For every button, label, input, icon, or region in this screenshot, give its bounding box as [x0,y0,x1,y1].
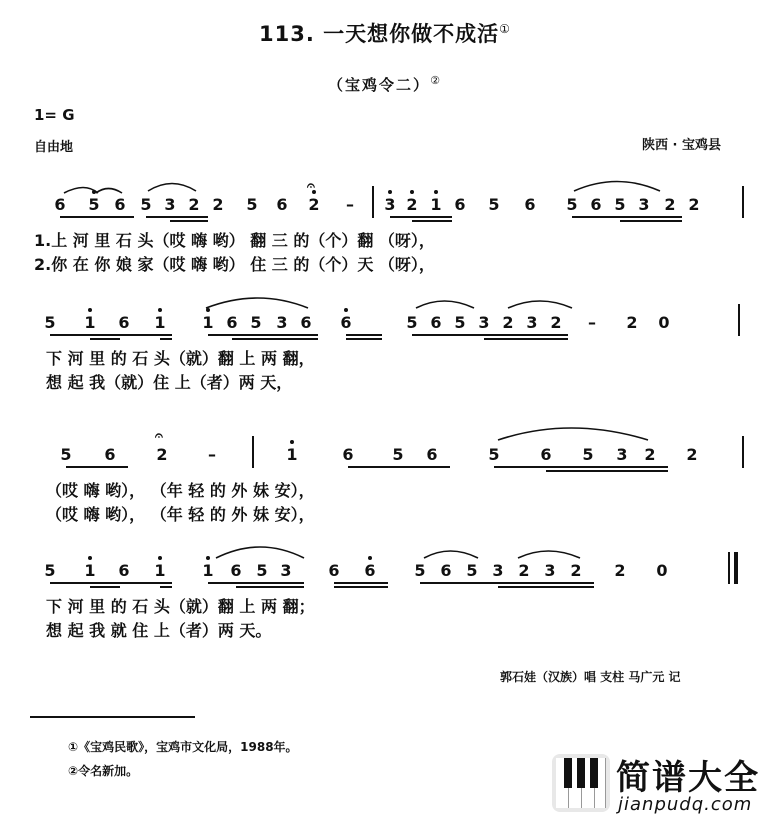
slur [216,547,304,558]
song-title: 113. 一天想你做不成活① [259,22,511,46]
note: – [208,445,216,464]
note: 3 [616,445,628,464]
note: 1 [84,561,96,580]
note: 2 [212,195,224,214]
beam-line-double [546,470,668,472]
lyric-row1-verse1: 1.上 河 里 石 头（哎 嗨 哟） 翻 三 的（个）翻 （呀）， [34,231,435,250]
note: 2 [308,195,320,214]
beam-line-double [170,220,208,222]
fermata-icon: 𝄐 [155,428,163,444]
high-octave-dot [344,308,348,312]
beam-line [390,216,452,218]
lyric-row3-verse1: （哎 嗨 哟）， （年 轻 的 外 妹 安）， [46,481,315,500]
lyric-row2-verse1: 下 河 里 的 石 头（就）翻 上 两 翻， [46,349,315,368]
note: 6 [118,313,130,332]
note: 6 [454,195,466,214]
note: 6 [104,445,116,464]
beam-line [50,334,172,336]
note: 6 [114,195,126,214]
note: 1 [154,561,166,580]
beam-line [66,466,128,468]
note: 6 [230,561,242,580]
note: 2 [188,195,200,214]
bar-line [252,436,254,468]
note: 2 [156,445,168,464]
high-octave-dot [88,308,92,312]
beam-line-double [236,586,304,588]
beam-line-double [346,338,382,340]
performer-credit: 郭石娃（汉族）唱 支柱 马广元 记 [500,670,681,684]
note: 1 [154,313,166,332]
note: 5 [488,445,500,464]
slur [574,182,660,192]
slur [96,189,122,194]
note: 2 [664,195,676,214]
beam-line [334,582,388,584]
tempo-marking: 自由地 [34,140,74,155]
note: 6 [300,313,312,332]
note: 2 [644,445,656,464]
high-octave-dot [388,190,392,194]
note: 5 [566,195,578,214]
note: 3 [276,313,288,332]
note: 5 [392,445,404,464]
note: 5 [250,313,262,332]
slur [416,301,474,308]
beam-line [572,216,682,218]
note: 3 [638,195,650,214]
beam-line [348,466,450,468]
note: 2 [550,313,562,332]
beam-line [494,466,668,468]
bar-line [372,186,374,218]
high-octave-dot [206,556,210,560]
note: 2 [686,445,698,464]
high-octave-dot [368,556,372,560]
note: 5 [466,561,478,580]
note: 6 [328,561,340,580]
note: 5 [246,195,258,214]
note: 5 [60,445,72,464]
note: 3 [164,195,176,214]
high-octave-dot [434,190,438,194]
watermark-url: jianpudq.com [618,794,753,815]
note: 3 [478,313,490,332]
bar-line [742,436,744,468]
lyric-row4-verse2: 想 起 我 就 住 上（者）两 天。 [46,621,272,640]
fermata-icon: 𝄐 [307,178,315,194]
footnote-divider [30,716,195,718]
high-octave-dot [410,190,414,194]
beam-line [420,582,594,584]
note: 2 [626,313,638,332]
lyric-row1-verse2: 2.你 在 你 娘 家（哎 嗨 哟） 住 三 的（个）天 （呀）， [34,255,435,274]
note: 2 [406,195,418,214]
note: 3 [544,561,556,580]
slur [206,298,308,308]
note: 2 [614,561,626,580]
note: 0 [658,313,670,332]
beam-line [208,582,304,584]
note: 6 [118,561,130,580]
note: 2 [502,313,514,332]
note: 6 [54,195,66,214]
bar-line [738,304,740,336]
watermark-title: 简谱大全 [616,758,760,798]
note: 3 [280,561,292,580]
note: 3 [526,313,538,332]
note: 5 [406,313,418,332]
beam-line [208,334,318,336]
note: 6 [590,195,602,214]
beam-line-double [160,338,172,340]
beam-line [346,334,382,336]
lyric-row3-verse2: （哎 嗨 哟）， （年 轻 的 外 妹 安）， [46,505,315,524]
note: 6 [524,195,536,214]
note: 6 [364,561,376,580]
note: 5 [44,561,56,580]
lyric-row4-verse1: 下 河 里 的 石 头（就）翻 上 两 翻； [46,597,315,616]
note: 1 [202,313,214,332]
note: 2 [688,195,700,214]
note: 5 [88,195,100,214]
note: 3 [384,195,396,214]
note: 5 [454,313,466,332]
high-octave-dot [88,556,92,560]
note: 5 [614,195,626,214]
slur [424,551,478,558]
beam-line [146,216,208,218]
note: 1 [84,313,96,332]
slur [498,428,648,440]
note: 6 [430,313,442,332]
beam-line-double [232,338,318,340]
note: 2 [518,561,530,580]
note: 5 [44,313,56,332]
note: 3 [492,561,504,580]
beam-line [412,334,568,336]
slur [148,184,196,192]
note: 1 [430,195,442,214]
beam-line-double [334,586,388,588]
beam-line-double [620,220,682,222]
note: 5 [140,195,152,214]
note: 0 [656,561,668,580]
beam-line [50,582,172,584]
note: 6 [426,445,438,464]
high-octave-dot [92,190,96,194]
high-octave-dot [206,308,210,312]
song-origin: 陕西 · 宝鸡县 [642,138,721,153]
piano-keys-icon [552,754,610,812]
note: 6 [540,445,552,464]
note: 1 [286,445,298,464]
beam-line-double [160,586,172,588]
site-watermark [552,750,762,820]
note: 6 [340,313,352,332]
beam-line-double [498,586,594,588]
slur [518,551,580,558]
high-octave-dot [158,308,162,312]
beam-line-double [484,338,568,340]
key-signature: 1= G [34,106,75,124]
note: 6 [440,561,452,580]
beam-line-double [90,586,120,588]
note: 6 [226,313,238,332]
note: 1 [202,561,214,580]
slur [508,301,572,308]
footnote-1: ①《宝鸡民歌》，宝鸡市文化局，1988年。 [68,740,298,754]
note: – [346,195,354,214]
beam-line-double [90,338,120,340]
bar-line [742,186,744,218]
note: 5 [256,561,268,580]
beam-line [60,216,134,218]
note: 5 [488,195,500,214]
high-octave-dot [290,440,294,444]
footnote-2: ②令名新加。 [68,764,139,778]
lyric-row2-verse2: 想 起 我（就）住 上（者）两 天， [46,373,293,392]
note: 5 [414,561,426,580]
bar-line [728,552,730,584]
high-octave-dot [158,556,162,560]
note: 5 [582,445,594,464]
note: – [588,313,596,332]
note: 2 [570,561,582,580]
song-subtitle: （宝鸡令二）② [328,74,442,94]
note: 6 [342,445,354,464]
beam-line-double [412,220,452,222]
bar-line [734,552,738,584]
note: 6 [276,195,288,214]
